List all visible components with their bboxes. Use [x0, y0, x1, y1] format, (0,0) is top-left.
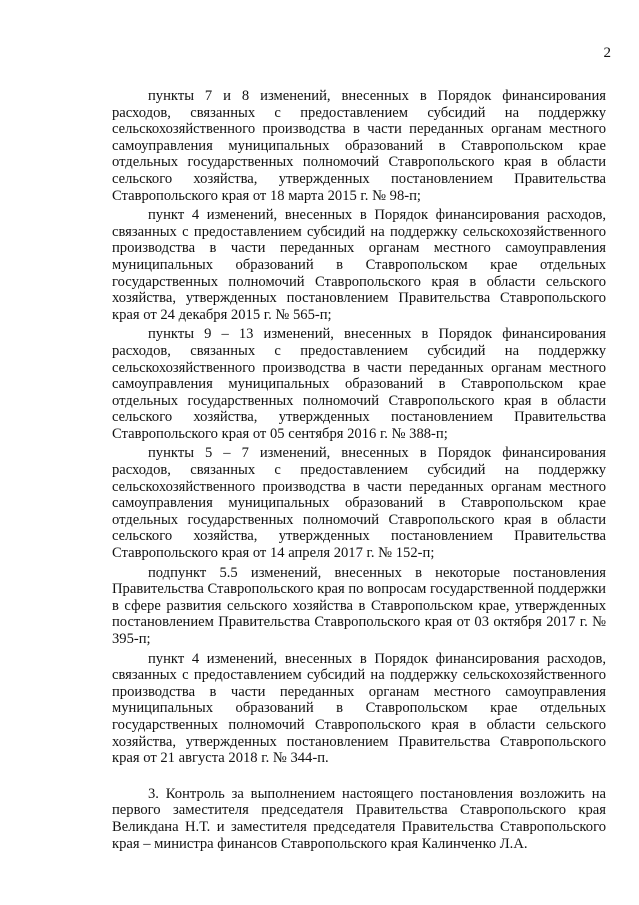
document-body: [112, 88, 606, 852]
paragraph-item-4-2018: пункт 4 изменений, внесенных в Порядок финансирования расходов, связанных с предоставлением субсидий на поддержку сельскохозяйственного производства в части переданных органам местного самоуправления муниципальных образований в Ставропольском крае отдельных государственных полномочий Ставропольского края в области сельского хозяйства, утвержденных постановлением Правительства Ставропольского края от 21 августа 2018 г. № 344-п.: [112, 650, 606, 767]
paragraph-items-5-7: пункты 5 – 7 изменений, внесенных в Порядок финансирования расходов, связанных с предоставлением субсидий на поддержку сельскохозяйственного производства в части переданных органам местного самоуправления муниципальных образований в Ставропольском крае отдельных государственных полномочий Ставропольского края в области сельского хозяйства, утвержденных постановлением Правительства Ставропольского края от 14 апреля 2017 г. № 152-п;: [112, 445, 606, 562]
paragraph-item-7-8: пункты 7 и 8 изменений, внесенных в Порядок финансирования расходов, связанных с предоставлением субсидий на поддержку сельскохозяйственного производства в части переданных органам местного самоуправления муниципальных образований в Ставропольском крае отдельных государственных полномочий Ставропольского края в области сельского хозяйства, утвержденных постановлением Правительства Ставропольского края от 18 марта 2015 г. № 98-п;: [112, 88, 606, 204]
paragraph-subitem-5-5: подпункт 5.5 изменений, внесенных в некоторые постановления Правительства Ставропольского края по вопросам государственной поддержки в сфере развития сельского хозяйства в Ставропольском крае, утвержденных постановлением Правительства Ставропольского края от 03 октября 2017 г. № 395-п;: [112, 564, 606, 647]
page-number: 2: [603, 45, 611, 61]
paragraph-items-9-13: пункты 9 – 13 изменений, внесенных в Порядок финансирования расходов, связанных с предоставлением субсидий на поддержку сельскохозяйственного производства в части переданных органам местного самоуправления муниципальных образований в Ставропольском крае отдельных государственных полномочий Ставропольского края в области сельского хозяйства, утвержденных постановлением Правительства Ставропольского края от 05 сентября 2016 г. № 388-п;: [112, 326, 606, 442]
paragraph-item-4-2015: пункт 4 изменений, внесенных в Порядок финансирования расходов, связанных с предоставлением субсидий на поддержку сельскохозяйственного производства в части переданных органам местного самоуправления муниципальных образований в Ставропольском крае отдельных государственных полномочий Ставропольского края в области сельского хозяйства, утвержденных постановлением Правительства Ставропольского края от 24 декабря 2015 г. № 565-п;: [112, 207, 606, 323]
paragraph-control-clause: 3. Контроль за выполнением настоящего постановления возложить на первого заместителя председателя Правительства Ставропольского края Великдана Н.Т. и заместителя председателя Правительства Ставропольского края – министра финансов Ставропольского края Калинченко Л.А.: [112, 785, 606, 852]
